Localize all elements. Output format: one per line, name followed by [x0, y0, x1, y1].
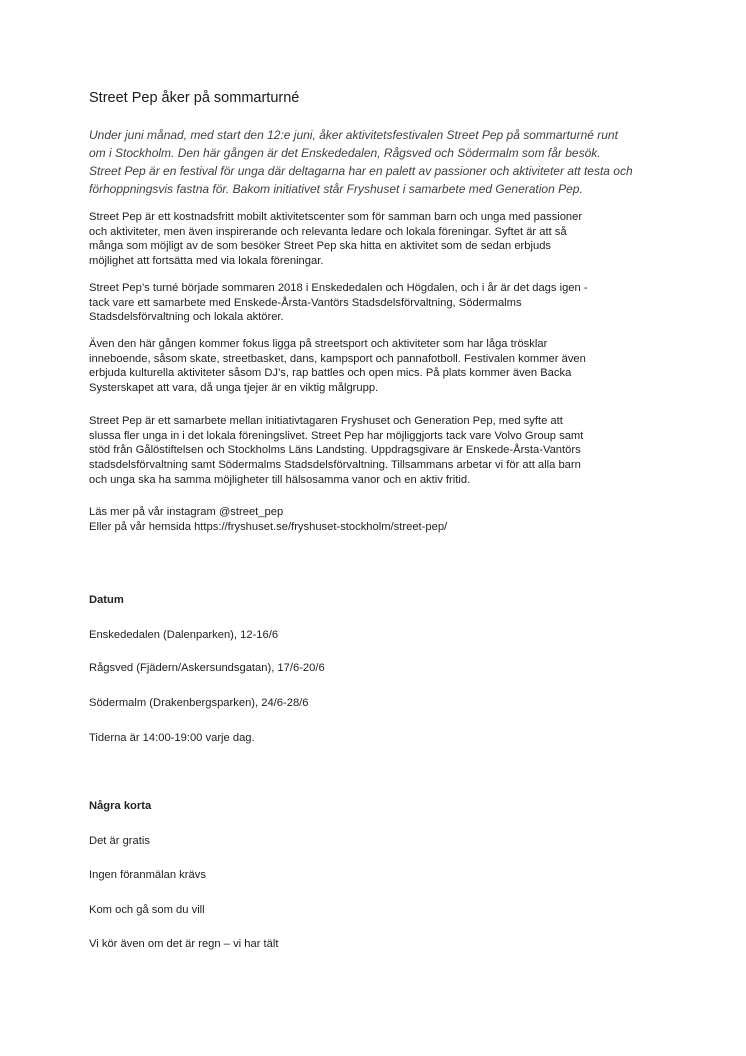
paragraph-line: inneboende, såsom skate, streetbasket, dans, kampsport och pannafotboll. Festivalen kommer även: [89, 352, 586, 365]
paragraph-line: Stadsdelsförvaltning och lokala aktörer.: [89, 311, 284, 324]
paragraph-line: stadsdelsförvaltning samt Södermalms Stadsdelsförvaltning. Tillsammans arbetar vi för att alla barn: [89, 459, 581, 472]
lead-line: om i Stockholm. Den här gången är det Enskededalen, Rågsved och Södermalm som får besök.: [89, 146, 601, 160]
paragraph-line: och unga ska ha samma möjligheter till hälsosamma vanor och en aktiv fritid.: [89, 473, 471, 486]
datum-item: Södermalm (Drakenbergsparken), 24/6-28/6: [89, 697, 309, 709]
body-paragraph-collaboration: [89, 414, 664, 488]
datum-heading: Datum: [89, 594, 124, 606]
lead-line: Under juni månad, med start den 12:e juni, åker aktivitetsfestivalen Street Pep på sommarturné runt: [89, 128, 618, 142]
paragraph-line: möjlighet att fortsätta med via lokala föreningar.: [89, 255, 324, 268]
paragraph-line: Street Pep är ett samarbete mellan initiativtagaren Fryshuset och Generation Pep, med syfte att: [89, 415, 563, 427]
paragraph-line: Street Pep är ett kostnadsfritt mobilt aktivitetscenter som för samman barn och unga med passioner: [89, 211, 583, 223]
page-title: Street Pep åker på sommarturné: [89, 90, 300, 106]
body-paragraph-links: [89, 505, 664, 534]
paragraph-line: tack vare ett samarbete med Enskede-Årsta-Vantörs Stadsdelsförvaltning, Södermalms: [89, 296, 522, 309]
body-paragraph-focus: [89, 337, 664, 396]
datum-item: Enskededalen (Dalenparken), 12-16/6: [89, 629, 279, 641]
paragraph-line: Street Pep’s turné började sommaren 2018 i Enskededalen och Högdalen, och i år är det dags igen -: [89, 282, 588, 294]
paragraph-line: många som möjligt av de som besöker Street Pep ska hitta en aktivitet som de sedan erbjuds: [89, 240, 552, 253]
body-paragraph-intro: [89, 210, 664, 269]
paragraph-line: Även den här gången kommer fokus ligga på streetsport och aktiviteter som har låga trösklar: [89, 338, 548, 350]
paragraph-line: erbjuda kulturella aktiviteter såsom DJ’s, rap battles och open mics. På plats kommer även Backa: [89, 367, 572, 380]
paragraph-line: Systerskapet att vara, då unga tjejer är en viktig målgrupp.: [89, 382, 379, 395]
body-paragraph-tour: [89, 281, 664, 325]
website-line: Eller på vår hemsida https://fryshuset.se/fryshuset-stockholm/street-pep/: [89, 520, 448, 533]
korta-item: Det är gratis: [89, 835, 150, 847]
lead-paragraph: [89, 126, 669, 198]
korta-item: Kom och gå som du vill: [89, 904, 205, 916]
datum-item: Tiderna är 14:00-19:00 varje dag.: [89, 732, 255, 744]
korta-heading: Några korta: [89, 800, 152, 812]
lead-line: förhoppningsvis fastna för. Bakom initiativet står Fryshuset i samarbete med Generation Pep.: [89, 182, 583, 196]
datum-item: Rågsved (Fjädern/Askersundsgatan), 17/6-20/6: [89, 662, 325, 674]
paragraph-line: slussa fler unga in i det lokala föreningslivet. Street Pep har möjliggjorts tack vare Volvo Group samt: [89, 429, 584, 442]
korta-item: Vi kör även om det är regn – vi har tält: [89, 938, 279, 950]
paragraph-line: stöd från Gålöstiftelsen och Stockholms Läns Landsting. Uppdragsgivare är Enskede-Årsta-Vantörs: [89, 444, 581, 457]
instagram-line: Läs mer på vår instagram @street_pep: [89, 506, 284, 518]
paragraph-line: och aktiviteter, men även inspirerande och relevanta ledare och lokala föreningar. Syftet är att så: [89, 225, 567, 238]
korta-item: Ingen föranmälan krävs: [89, 869, 206, 881]
lead-line: Street Pep är en festival för unga där deltagarna har en palett av passioner och aktiviteter att testa och: [89, 164, 633, 178]
